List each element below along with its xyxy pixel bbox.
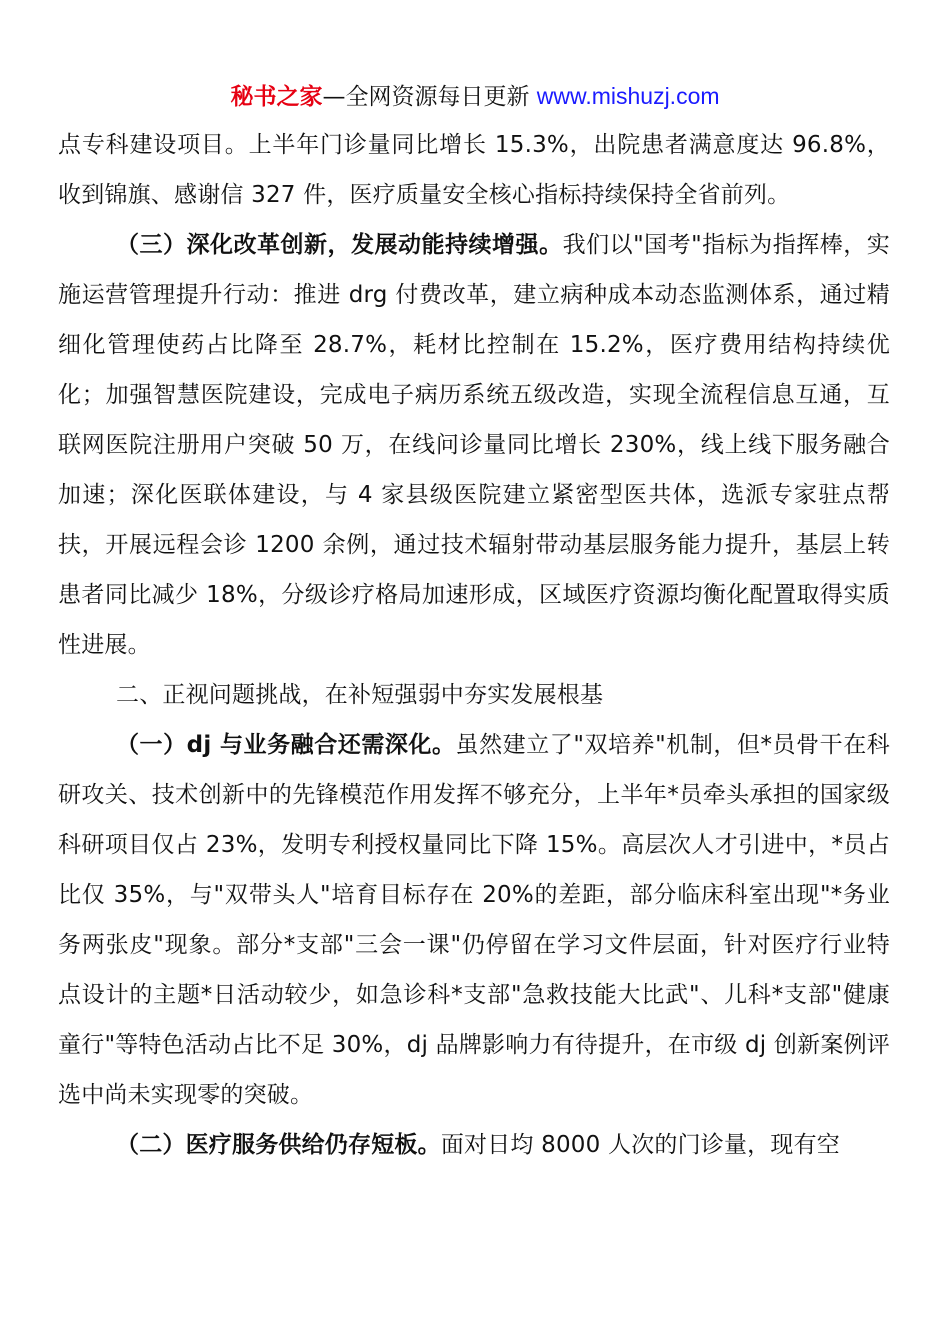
paragraph-text: 我们以"国考"指标为指挥棒，实施运营管理提升行动：推进 drg 付费改革，建立病种成本动态监测体系，通过精细化管理使药占比降至 28.7%，耗材比控制在 15.2%，医疗费用结构持续优化；加强智慧医院建设，完成电子病历系统五级改造，实现全流程信息互通，互联网医院注册用户突破 50 万，在线问诊量同比增长 230%，线上线下服务融合加速；深化医联体建设，与 4 家县级医院建立紧密型医共体，选派专家驻点帮扶，开展远程会诊 1200 余例，通过技术辐射带动基层服务能力提升，基层上转患者同比减少 18%，分级诊疗格局加速形成，区域医疗资源均衡化配置取得实质性进展。: [58, 232, 890, 658]
paragraph-continuation: [58, 120, 890, 220]
document-body: [58, 120, 890, 1170]
paragraph-integration: [58, 720, 890, 1120]
paragraph-heading: （二）医疗服务供给仍存短板。: [116, 1132, 441, 1158]
paragraph-reform-innovation: [58, 220, 890, 670]
paragraph-service-supply: [58, 1120, 890, 1170]
paragraph-text: 虽然建立了"双培养"机制，但*员骨干在科研攻关、技术创新中的先锋模范作用发挥不够充分，上半年*员牵头承担的国家级科研项目仅占 23%，发明专利授权量同比下降 15%。高层次人才引进中，*员占比仅 35%，与"双带头人"培育目标存在 20%的差距，部分临床科室出现"*务业务两张皮"现象。部分*支部"三会一课"仍停留在学习文件层面，针对医疗行业特点设计的主题*日活动较少，如急诊科*支部"急救技能大比武"、儿科*支部"健康童行"等特色活动占比不足 30%，dj 品牌影响力有待提升，在市级 dj 创新案例评选中尚未实现零的突破。: [58, 732, 890, 1108]
paragraph-heading: （一）dj 与业务融合还需深化。: [116, 732, 456, 758]
brand-name: 秘书之家: [230, 84, 323, 110]
section-heading-text: 二、正视问题挑战，在补短强弱中夯实发展根基: [116, 682, 604, 708]
site-banner: [0, 80, 950, 113]
paragraph-text: 点专科建设项目。上半年门诊量同比增长 15.3%，出院患者满意度达 96.8%，收到锦旗、感谢信 327 件，医疗质量安全核心指标持续保持全省前列。: [58, 132, 890, 208]
paragraph-heading: （三）深化改革创新，发展动能持续增强。: [116, 232, 563, 258]
section-heading: [58, 670, 890, 720]
banner-tagline: —全网资源每日更新: [322, 84, 537, 110]
paragraph-text: 面对日均 8000 人次的门诊量，现有空: [440, 1132, 840, 1158]
site-url-link[interactable]: www.mishuzj.com: [536, 83, 720, 109]
